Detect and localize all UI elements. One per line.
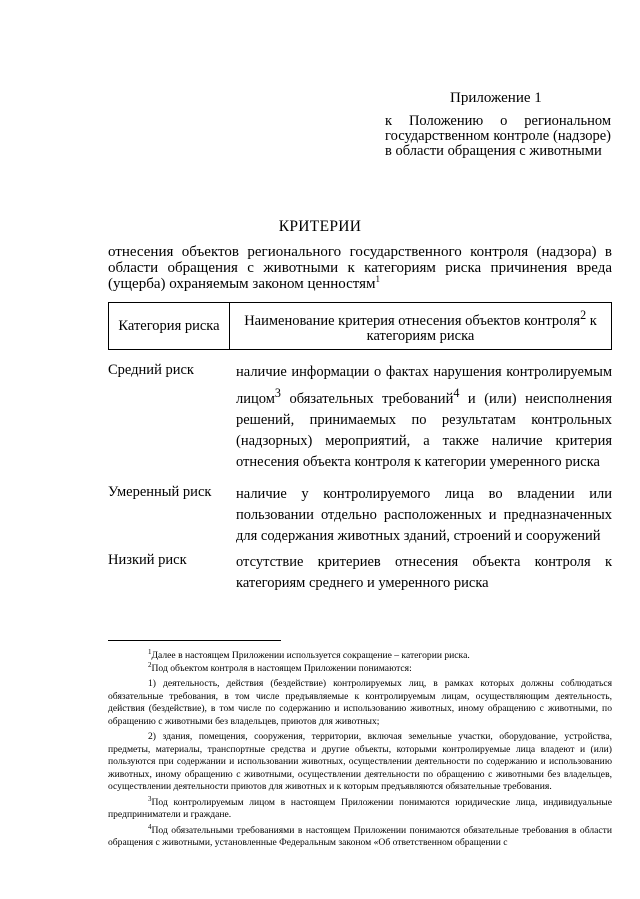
risk-criteria: отсутствие критериев отнесения объекта контроля к категориям среднего и умеренного риска: [236, 554, 612, 591]
risk-criteria: [236, 362, 612, 473]
header-category: Категория риска: [109, 303, 230, 349]
title-description: [108, 244, 612, 292]
footnotes: [108, 647, 612, 850]
risk-category: Умеренный риск: [108, 484, 212, 500]
criteria-text: обязательных требований: [280, 390, 454, 407]
footnote-text: Под контролируемым лицом в настоящем Приложении понимаются юридические лица, индивидуальные предприниматели и граждане.: [108, 796, 612, 820]
footnote: [108, 794, 612, 822]
footnote-paragraph: [108, 731, 612, 794]
footnote-mark: 1: [148, 647, 152, 656]
footnote-ref: 3: [274, 386, 281, 400]
footnote-text: 1) деятельность, действия (бездействие) контролируемых лиц, в рамках которых должны соблюдаться обязательные требования, в том числе предъявляемые к контролируемым лицам, осуществляющим деятельность, действия (бездействие), в том числе по содержанию и использованию животных, иному обращению с животными, по обращению с животными без владельцев, приютов для животных;: [108, 678, 612, 727]
footnote-ref: 1: [375, 274, 381, 284]
footnote-ref: 4: [453, 386, 460, 400]
footnote-mark: 4: [148, 822, 152, 831]
footnote-text: Под обязательными требованиями в настоящем Приложении понимаются обязательные требования в области обращения с животными, установленные Федеральным законом «Об ответственном обращении с: [108, 824, 612, 848]
header-criteria-tail: к категориям риска: [366, 312, 597, 344]
header-criteria-name: [230, 303, 611, 349]
footnote-separator: [108, 640, 281, 641]
risk-category: Низкий риск: [108, 552, 187, 568]
footnote-text: Далее в настоящем Приложении используется сокращение – категории риска.: [151, 650, 470, 661]
header-criteria-text: Наименование критерия отнесения объектов контроля: [244, 312, 581, 329]
footnote-mark: 3: [148, 794, 152, 803]
footnote-ref: 2: [580, 308, 587, 323]
appendix-subtitle: к Положению о региональном государственном контроле (надзоре) в области обращения с животными: [385, 113, 611, 159]
criteria-text: наличие информации о фактах нарушения контролируемым лицом: [236, 364, 612, 407]
footnote-mark: 2: [148, 660, 152, 669]
table-row: [108, 552, 612, 594]
footnote-text: 2) здания, помещения, сооружения, территории, включая земельные участки, оборудование, устройства, предметы, материалы, транспортные средства и другие объекты, которыми контролируемые лица владеют и (или) пользуются при содержании и использовании животных, осуществлении деятельности по содержанию и использованию животных, иному обращению с животными, осуществлении деятельности по обращению с животными без владельцев, осуществлении деятельности приютов для животных и к которым предъявляются обязательные требования.: [108, 731, 612, 792]
footnote-paragraph: [108, 678, 612, 728]
table-header: [108, 302, 612, 350]
risk-category: Средний риск: [108, 362, 194, 378]
footnote: [108, 822, 612, 850]
criteria-text: и (или) неисполнения решений, принимаемых по результатам контрольных (надзорных) мероприятий, а также наличие критерия отнесения объекта контроля к категории умеренного риска: [236, 390, 612, 470]
footnote: [108, 647, 612, 663]
footnote-text: Под объектом контроля в настоящем Приложении понимаются:: [151, 662, 412, 674]
title-description-text: отнесения объектов регионального государственного контроля (надзора) в области обращения с животными к категориям риска причинения вреда (ущерба) охраняемым законом ценностям: [108, 244, 612, 292]
table-row: [108, 362, 612, 473]
footnote: [108, 660, 612, 676]
table-row: [108, 484, 612, 547]
document-title: КРИТЕРИИ: [278, 218, 362, 235]
risk-criteria: наличие у контролируемого лица во владении или пользовании отдельно расположенных и предназначенных для содержания животных зданий, строений и сооружений: [236, 486, 612, 544]
appendix-title: Приложение 1: [450, 90, 542, 106]
